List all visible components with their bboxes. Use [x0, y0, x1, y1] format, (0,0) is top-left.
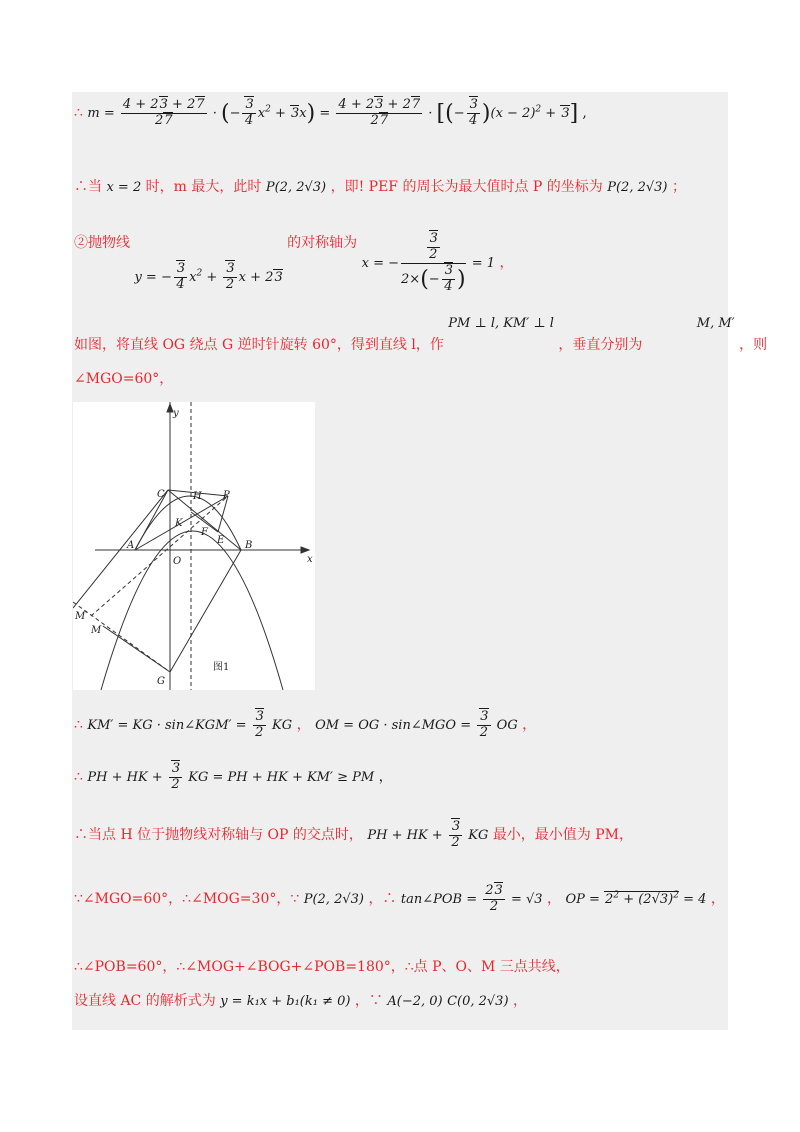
label-e: E [217, 535, 225, 546]
tan-line: ∵∠MGO=60°，∴∠MOG=30°，∵ P(2, 2√3) ，∴ tan∠POB = $\frac{23}{2}$ = √3 ， OP = $2^2 + (2√3)^2 = 4$ ， [74, 883, 725, 914]
figure-caption: 图1 [213, 662, 230, 673]
parabola-figure [73, 402, 315, 690]
label-b: B [245, 540, 253, 551]
rotation-line: 如图，将直线 OG 绕点 G 逆时针旋转 60°，得到直线 l，作 PM ⊥ l, KM′ ⊥ l ，垂直分别为 M, M′ ，则 [74, 316, 768, 353]
label-p: P [223, 490, 230, 501]
label-f: F [201, 527, 208, 538]
line-ac-line: 设直线 AC 的解析式为 y = k₁x + b₁(k₁ ≠ 0) ，∵ A(−2, 0) C(0, 2√3) ， [74, 993, 527, 1009]
max-condition-line: ∴当 x = 2 时，m 最大，此时 P(2, 2√3) ，即! PEF 的周长为最大值时点 P 的坐标为 P(2, 2√3) ； [74, 179, 686, 195]
collinear-line: ∴∠POB=60°，∴∠MOG+∠BOG+∠POB=180°，∴点 P、O、M 三点共线， [74, 959, 570, 975]
label-c: C [157, 489, 165, 500]
label-a: A [127, 540, 135, 551]
label-g: G [157, 676, 165, 687]
label-o: O [173, 556, 182, 567]
label-h: H [193, 491, 202, 502]
fraction: $\frac{4 + 23 + 27}{27}$ [122, 97, 205, 128]
minimum-line: ∴当点 H 位于抛物线对称轴与 OP 的交点时， PH + HK + $\frac{3}{2}$ KG 最小，最小值为 PM， [74, 819, 634, 850]
symmetry-axis-line: ②抛物线 y = − $\frac{3}{4}$ $x^2$ + $\frac{3}{2}$ x + 23 的对称轴为 x = − $\frac{3}{2}$ 2×(− $\frac{3}{4}$ ) = 1 ， [74, 231, 514, 294]
label-m: M [91, 625, 102, 636]
label-m-prime: M′ [75, 611, 88, 622]
formula-line-m: ∴ m = $\frac{4 + 23 + 27}{27}$ · (− $\frac{3}{4}$ $x^2 + 3x$) = $\frac{4 + 23 + 27}{27}$ · [(− $\frac{3}{4}$ )$(x - 2)^2 + 3$] , [74, 97, 587, 128]
label-y: y [173, 408, 179, 419]
label-x: x [307, 554, 313, 565]
angle-line: ∠MGO=60°， [74, 371, 174, 387]
label-k: K [175, 518, 183, 529]
figure-svg [73, 402, 315, 690]
inequality-line: ∴ PH + HK + $\frac{3}{2}$ KG = PH + HK + KM′ ≥ PM ， [74, 761, 393, 792]
km-prime-line: ∴ KM′ = KG · sin∠KGM′ = $\frac{3}{2}$ KG ， OM = OG · sin∠MGO = $\frac{3}{2}$ OG ， [74, 709, 537, 740]
